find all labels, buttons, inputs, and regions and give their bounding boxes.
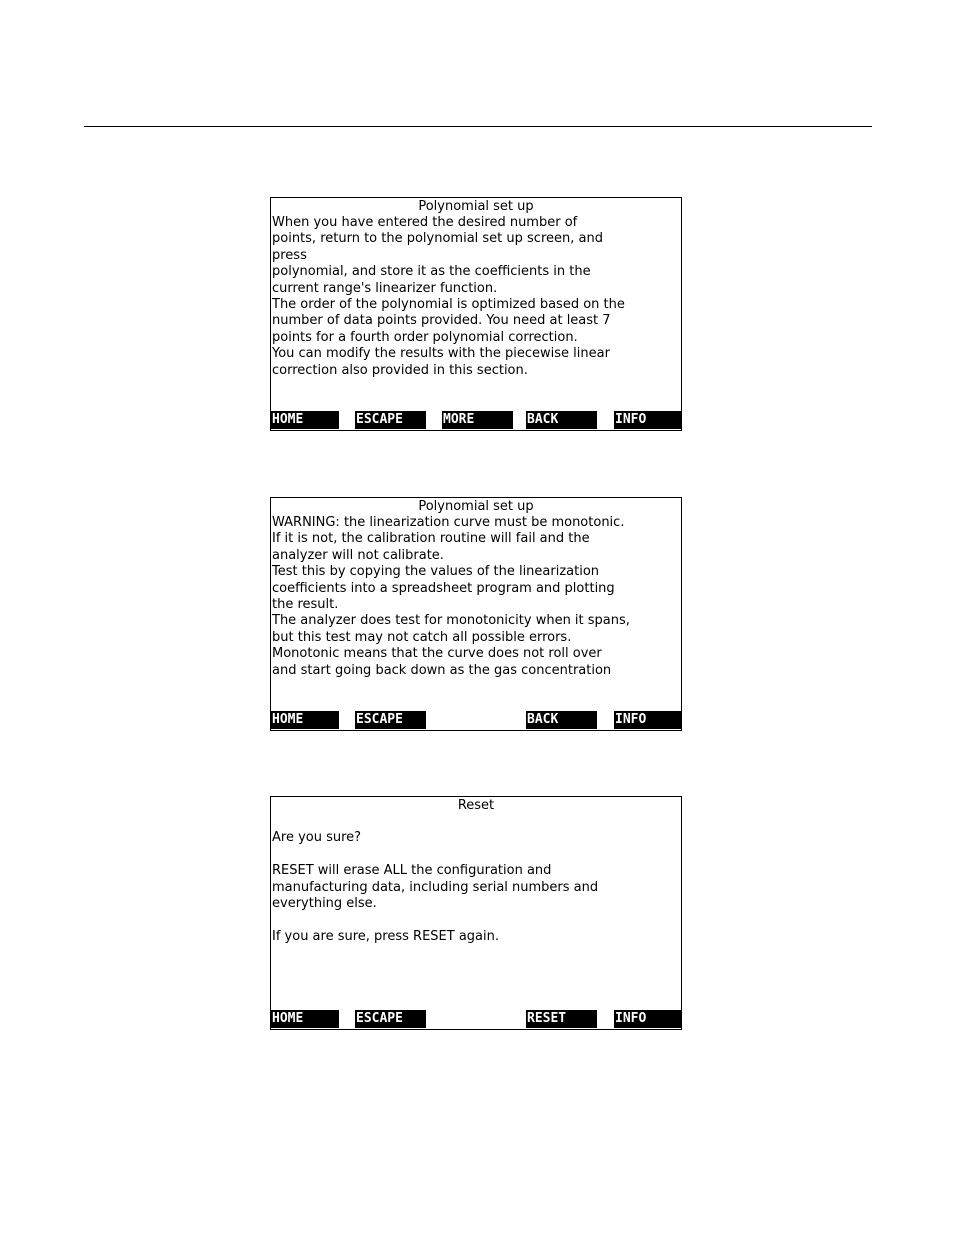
text-line: but this test may not catch all possible errors.: [272, 629, 572, 645]
info-softkey[interactable]: INFO: [614, 411, 681, 429]
text-line: Test this by copying the values of the linearization: [272, 564, 600, 580]
lcd-screen-polynomial-setup-2: [270, 497, 682, 731]
info-softkey[interactable]: INFO: [614, 711, 681, 729]
escape-softkey[interactable]: ESCAPE: [355, 711, 426, 729]
text-line: coefficients into a spreadsheet program and plotting: [272, 580, 615, 596]
text-line: polynomial, and store it as the coefficients in the: [272, 264, 591, 280]
text-line: correction also provided in this section.: [272, 362, 528, 378]
text-line: manufacturing data, including serial numbers and: [272, 879, 599, 895]
text-line: points, return to the polynomial set up screen, and: [272, 231, 603, 247]
home-softkey[interactable]: HOME: [271, 1010, 339, 1028]
reset-softkey[interactable]: RESET: [526, 1010, 597, 1028]
text-line: and start going back down as the gas concentration: [272, 662, 612, 678]
screen-text: [272, 515, 630, 679]
screen-text: [272, 814, 598, 945]
screen-title: Polynomial set up: [418, 199, 534, 214]
escape-softkey[interactable]: ESCAPE: [355, 411, 426, 429]
text-line: The analyzer does test for monotonicity when it spans,: [272, 613, 630, 629]
screen-title: Reset: [457, 798, 495, 813]
text-line: If you are sure, press RESET again.: [272, 928, 499, 944]
text-line: WARNING: the linearization curve must be monotonic.: [272, 515, 625, 530]
text-line: press: [272, 247, 307, 263]
text-line: The order of the polynomial is optimized based on the: [272, 296, 625, 312]
more-softkey[interactable]: MORE: [442, 411, 513, 429]
softkey-bar: [271, 1010, 681, 1028]
screen-title: Polynomial set up: [418, 499, 534, 514]
screen-text: [272, 215, 625, 379]
text-line: RESET will erase ALL the configuration and: [272, 863, 552, 879]
home-softkey[interactable]: HOME: [271, 411, 339, 429]
text-line: You can modify the results with the piecewise linear: [272, 346, 610, 362]
text-line: Are you sure?: [272, 830, 362, 846]
text-line: [272, 912, 598, 928]
header-rule: [84, 126, 872, 127]
home-softkey[interactable]: HOME: [271, 711, 339, 729]
text-line: analyzer will not calibrate.: [272, 547, 444, 563]
text-line: Monotonic means that the curve does not roll over: [272, 646, 602, 662]
info-softkey[interactable]: INFO: [614, 1010, 681, 1028]
text-line: When you have entered the desired number of: [272, 215, 578, 230]
text-line: the result.: [272, 596, 339, 612]
text-line: current range's linearizer function.: [272, 280, 498, 296]
text-line: number of data points provided. You need at least 7: [272, 313, 611, 329]
text-line: points for a fourth order polynomial correction.: [272, 329, 578, 345]
text-line: [272, 814, 598, 830]
back-softkey[interactable]: BACK: [526, 411, 597, 429]
back-softkey[interactable]: BACK: [526, 711, 597, 729]
softkey-bar: [271, 711, 681, 729]
softkey-bar: [271, 411, 681, 429]
text-line: If it is not, the calibration routine will fail and the: [272, 531, 590, 547]
lcd-screen-reset: [270, 796, 682, 1030]
text-line: everything else.: [272, 895, 377, 911]
text-line: [272, 847, 598, 863]
lcd-screen-polynomial-setup-1: [270, 197, 682, 431]
escape-softkey[interactable]: ESCAPE: [355, 1010, 426, 1028]
